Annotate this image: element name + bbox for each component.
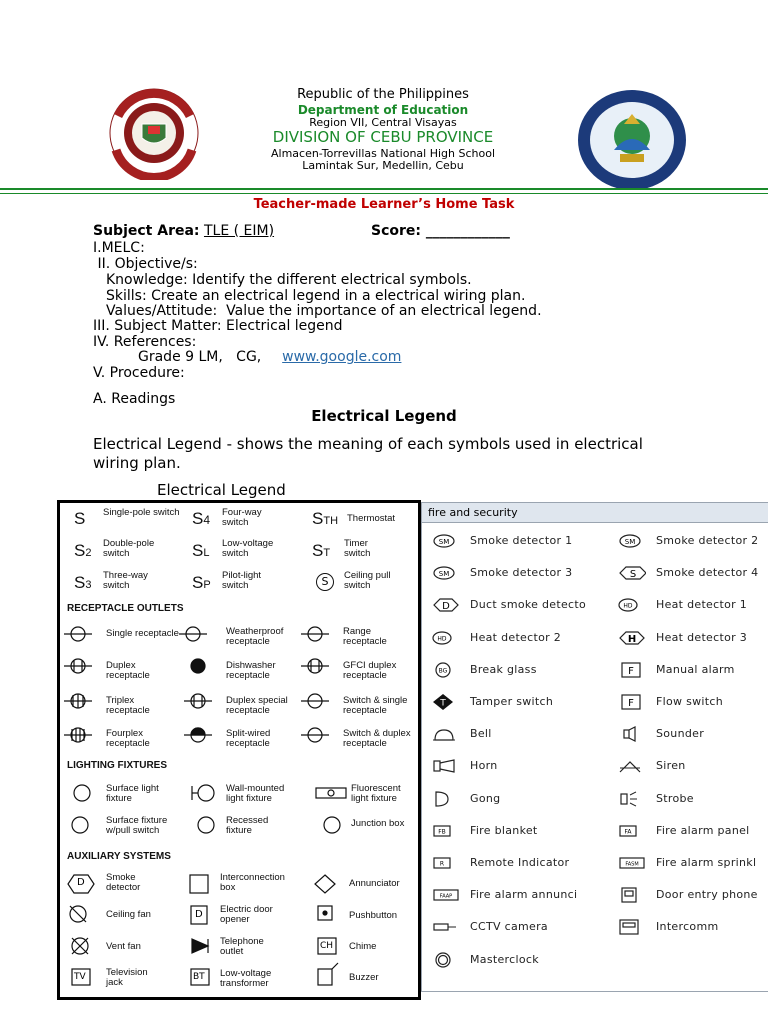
legend-label: Low-voltage transformer [220,968,272,989]
school-line: Almacen-Torrevillas National High School [270,147,496,160]
horn-icon [432,758,460,774]
legend-label: Telephone outlet [220,936,264,957]
svg-text:SM: SM [438,570,450,579]
svg-text:H: H [627,633,637,645]
legend-label: Low-voltage switch [222,538,274,559]
fire-security-label: Fire alarm sprinkl [656,856,757,869]
svg-text:SM: SM [624,538,636,546]
objectives-line: II. Objective/s: [93,256,198,272]
single-pole-switch-symbol: S [74,509,86,528]
pilot-light-switch-symbol: SP [192,573,211,592]
legend-label: Recessed fixture [226,815,269,836]
smoke-detector-icon [618,533,646,549]
svg-text:HD: HD [623,602,633,610]
heat-detector-icon [432,630,460,646]
readings-line: A. Readings [93,391,176,407]
door-phone-icon [618,887,646,903]
legend-label: Dishwasher receptacle [226,660,276,681]
fire-security-label: Smoke detector 4 [656,566,759,580]
fire-security-label: Heat detector 3 [656,630,748,644]
siren-icon [618,758,646,774]
procedure-line: V. Procedure: [93,365,185,381]
legend-label: Four-way switch [222,507,262,528]
legend-label: Switch & single receptacle [343,695,408,716]
bell-icon [432,726,460,742]
score-field: Score: ____________ [371,223,510,239]
remote-indicator-icon [432,855,460,871]
fire-security-label: Siren [656,759,686,773]
svg-text:F: F [628,665,634,677]
fire-blanket-icon [432,823,460,839]
fire-security-label: Flow switch [656,695,724,708]
legend-label: Interconnection box [220,872,285,893]
legend-label: Ceiling fan [106,909,151,920]
fire-security-panel [421,502,768,992]
legend-label: Split-wired receptacle [226,728,271,749]
cctv-camera-icon [432,919,460,935]
legend-label: Annunciator [349,878,400,889]
fire-security-label: Remote Indicator [470,856,570,869]
definition-paragraph: Electrical Legend - shows the meaning of each symbols used in electrical wiring plan. [93,435,643,472]
strobe-icon [618,791,646,807]
deped-line: Department of Education [297,103,469,117]
reference-link[interactable]: www.google.com [282,349,402,365]
header-rule-thin [0,193,768,194]
legend-label: Double-pole switch [103,538,155,559]
fire-security-label: Tamper switch [470,695,554,708]
fire-security-label: Heat detector 2 [470,630,562,644]
legend-label: Wall-mounted light fixture [226,783,285,804]
intercom-icon [618,919,646,935]
legend-label: Single-pole switch [103,507,180,518]
four-way-switch-symbol: S4 [192,509,211,528]
knowledge-line: Knowledge: Identify the different electrical symbols. [106,272,472,288]
smoke-detector-icon [618,565,646,581]
legend-label: Three-way switch [103,570,148,591]
transformer-symbol: BT [193,972,205,982]
fire-security-label: Smoke detector 2 [656,534,759,547]
legend-label: Single receptacle [106,628,179,639]
skills-line: Skills: Create an electrical legend in a electrical wiring plan. [106,288,526,304]
fire-security-label: Sounder [656,727,705,741]
smoke-detector-icon [432,533,460,549]
fire-security-heading: fire and security [422,503,768,523]
fire-security-label: CCTV camera [470,920,548,934]
region-line: Region VII, Central Visayas [309,116,457,129]
values-line: Values/Attitude: Value the importance of an electrical legend. [106,303,542,319]
division-line: DIVISION OF CEBU PROVINCE [272,128,494,146]
svg-text:R: R [439,860,445,868]
legend-label: Chime [349,941,377,952]
smoke-detector-icon [432,565,460,581]
fire-security-label: Duct smoke detecto [470,598,587,612]
legend-label: Timer switch [344,538,371,559]
legend-label: Vent fan [106,941,141,952]
double-pole-switch-symbol: S2 [74,541,92,560]
fire-security-label: Break glass [470,662,537,676]
legend-label: Duplex receptacle [106,660,150,681]
fire-security-label: Gong [470,791,501,805]
svg-text:FB: FB [438,828,446,836]
legend-label: Fourplex receptacle [106,728,150,749]
section-title: Electrical Legend [311,407,457,425]
legend-label: Television jack [106,967,148,988]
svg-text:S: S [629,569,637,581]
legend-label: Buzzer [349,972,379,983]
legend-label: Fluorescent light fixture [351,783,401,804]
svg-text:F: F [628,698,634,709]
legend-label: Smoke detector [106,872,141,893]
republic-line: Republic of the Philippines [297,87,469,102]
fire-security-label: Masterclock [470,952,539,966]
reference-items [138,349,401,365]
legend-label: Duplex special receptacle [226,695,288,716]
switch-icon [618,662,646,678]
svg-text:FASM: FASM [625,861,639,868]
fire-security-label: Strobe [656,791,694,805]
low-voltage-switch-symbol: SL [192,541,210,560]
duct-smoke-detector-icon [432,597,460,613]
fire-security-label: Bell [470,727,492,741]
fire-security-label: Fire alarm panel [656,823,750,837]
tamper-switch-icon [432,694,460,710]
legend-label: GFCI duplex receptacle [343,660,397,681]
break-glass-icon [432,662,460,678]
receptacle-heading: RECEPTACLE OUTLETS [67,603,184,614]
legend-label: Ceiling pull switch [344,570,391,591]
legend-label: Surface fixture w/pull switch [106,815,168,836]
svg-text:HD: HD [437,635,447,643]
smoke-detector-symbol: D [77,877,85,888]
legend-label: Pilot-light switch [222,570,262,591]
svg-text:FAAP: FAAP [439,893,453,900]
svg-text:BG: BG [438,667,448,675]
fire-alarm-panel-icon [618,823,646,839]
fire-security-label: Manual alarm [656,662,735,676]
gong-icon [432,791,460,807]
figure-caption: Electrical Legend [157,481,286,499]
electrical-legend-figure [57,500,421,1000]
division-seal [574,88,690,192]
address-line: Lamintak Sur, Medellin, Cebu [302,159,464,172]
sprinkler-icon [618,855,646,871]
svg-text:FA: FA [624,828,632,836]
references-line: IV. References: [93,334,197,350]
legend-label: Thermostat [347,513,396,524]
legend-label: Surface light fixture [106,783,159,804]
fire-security-label: Heat detector 1 [656,598,748,612]
three-way-switch-symbol: S3 [74,573,92,592]
chime-symbol: CH [320,941,334,951]
fire-security-label: Fire blanket [470,823,538,837]
door-opener-symbol: D [195,909,203,920]
masterclock-icon [432,952,460,968]
lighting-heading: LIGHTING FIXTURES [67,760,167,771]
legend-label: Electric door opener [220,904,273,925]
fire-security-label: Fire alarm annunci [470,888,578,902]
melc-line: I.MELC: [93,240,145,256]
fire-security-label: Horn [470,759,498,773]
heat-detector-icon [618,597,646,613]
legend-label: Junction box [351,818,405,829]
switch-icon [618,694,646,710]
subject-area-label: Subject Area: [93,223,200,239]
legend-label: Triplex receptacle [106,695,150,716]
ceiling-pull-switch-symbol: S [316,573,334,591]
school-logo [94,86,214,180]
legend-label: Weatherproof receptacle [226,626,284,647]
subject-area [93,223,274,239]
legend-label: Range receptacle [343,626,387,647]
thermostat-symbol: STH [312,509,339,528]
television-jack-symbol: TV [74,972,86,982]
reference-list: Grade 9 LM, CG, [138,349,262,365]
legend-label: Switch & duplex receptacle [343,728,411,749]
document-title: Teacher-made Learner’s Home Task [253,197,515,212]
subject-matter-line: III. Subject Matter: Electrical legend [93,318,343,334]
svg-text:SM: SM [438,538,450,546]
subject-area-value: TLE ( EIM) [203,223,275,239]
fire-security-label: Smoke detector 3 [470,566,573,580]
legend-label: Pushbutton [349,910,398,921]
timer-switch-symbol: ST [312,541,331,560]
fire-security-label: Door entry phone [656,888,758,902]
fire-security-label: Smoke detector 1 [470,534,573,547]
heat-detector-icon [618,630,646,646]
sounder-icon [618,726,646,742]
svg-text:D: D [442,601,450,613]
annunciator-icon [432,887,460,903]
fire-security-label: Intercomm [656,920,719,934]
header-rule [0,188,768,190]
svg-text:T: T [440,698,446,709]
auxiliary-heading: AUXILIARY SYSTEMS [67,851,171,862]
